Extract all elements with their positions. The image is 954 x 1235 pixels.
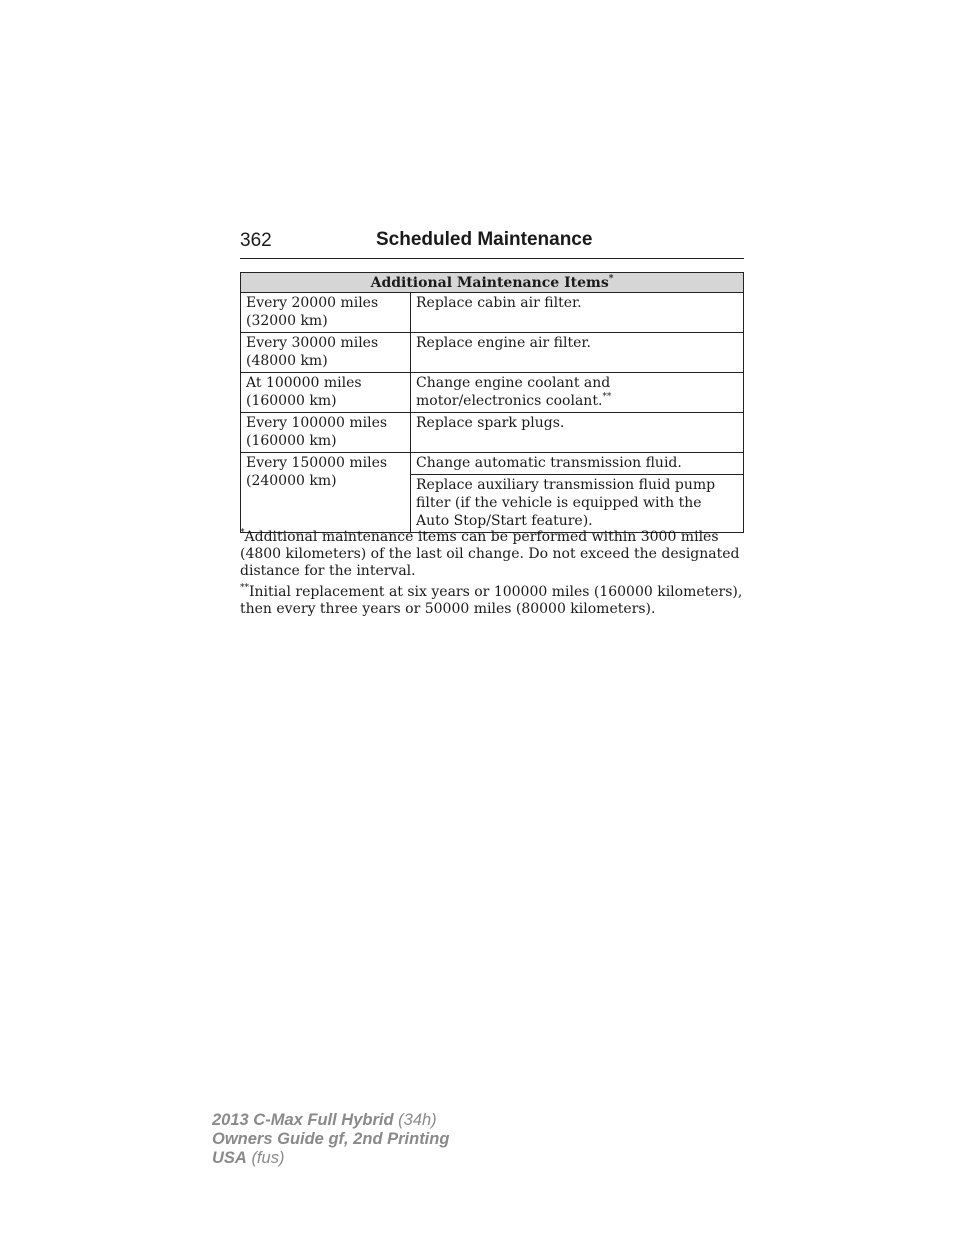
footer-line: 2013 C-Max Full Hybrid (34h) xyxy=(212,1111,437,1129)
footer-line: USA (fus) xyxy=(212,1149,285,1167)
footnote-mark: * xyxy=(608,274,614,284)
footnote: **Initial replacement at six years or 100000 miles (160000 kilometers), then every three years or 50000 miles (80000 kilometers). xyxy=(240,583,743,617)
action-cell: Change automatic transmission fluid. xyxy=(411,453,744,475)
footnote: *Additional maintenance items can be performed within 3000 miles (4800 kilometers) of the last oil change. Do not exceed the designated distance for the interval. xyxy=(240,528,740,579)
table-header-row xyxy=(241,273,744,293)
page-footer xyxy=(212,1111,449,1168)
action-cell: Change engine coolant and motor/electronics coolant.** xyxy=(411,373,744,413)
table-row xyxy=(241,453,744,475)
footnotes xyxy=(240,529,744,622)
interval-cell: At 100000 miles (160000 km) xyxy=(241,373,411,413)
footnote-mark: * xyxy=(240,528,245,538)
table-row xyxy=(241,373,744,413)
footnote-mark: ** xyxy=(240,583,249,593)
table-row xyxy=(241,333,744,373)
page-title: Scheduled Maintenance xyxy=(376,229,593,250)
action-cell: Replace auxiliary transmission fluid pump filter (if the vehicle is equipped with the Auto Stop/Start feature). xyxy=(411,475,744,533)
footnote-mark: ** xyxy=(602,392,612,402)
action-cell: Replace spark plugs. xyxy=(411,413,744,453)
action-cell: Replace cabin air filter. xyxy=(411,293,744,333)
page-number: 362 xyxy=(240,230,272,251)
footer-line: Owners Guide gf, 2nd Printing xyxy=(212,1130,450,1148)
table-heading: Additional Maintenance Items* xyxy=(241,273,744,293)
interval-cell: Every 30000 miles (48000 km) xyxy=(241,333,411,373)
maintenance-table xyxy=(240,272,744,533)
action-cell: Replace engine air filter. xyxy=(411,333,744,373)
interval-cell: Every 20000 miles (32000 km) xyxy=(241,293,411,333)
interval-cell: Every 150000 miles (240000 km) xyxy=(241,453,411,533)
page-header xyxy=(240,228,744,259)
interval-cell: Every 100000 miles (160000 km) xyxy=(241,413,411,453)
table-row xyxy=(241,293,744,333)
table-row xyxy=(241,413,744,453)
